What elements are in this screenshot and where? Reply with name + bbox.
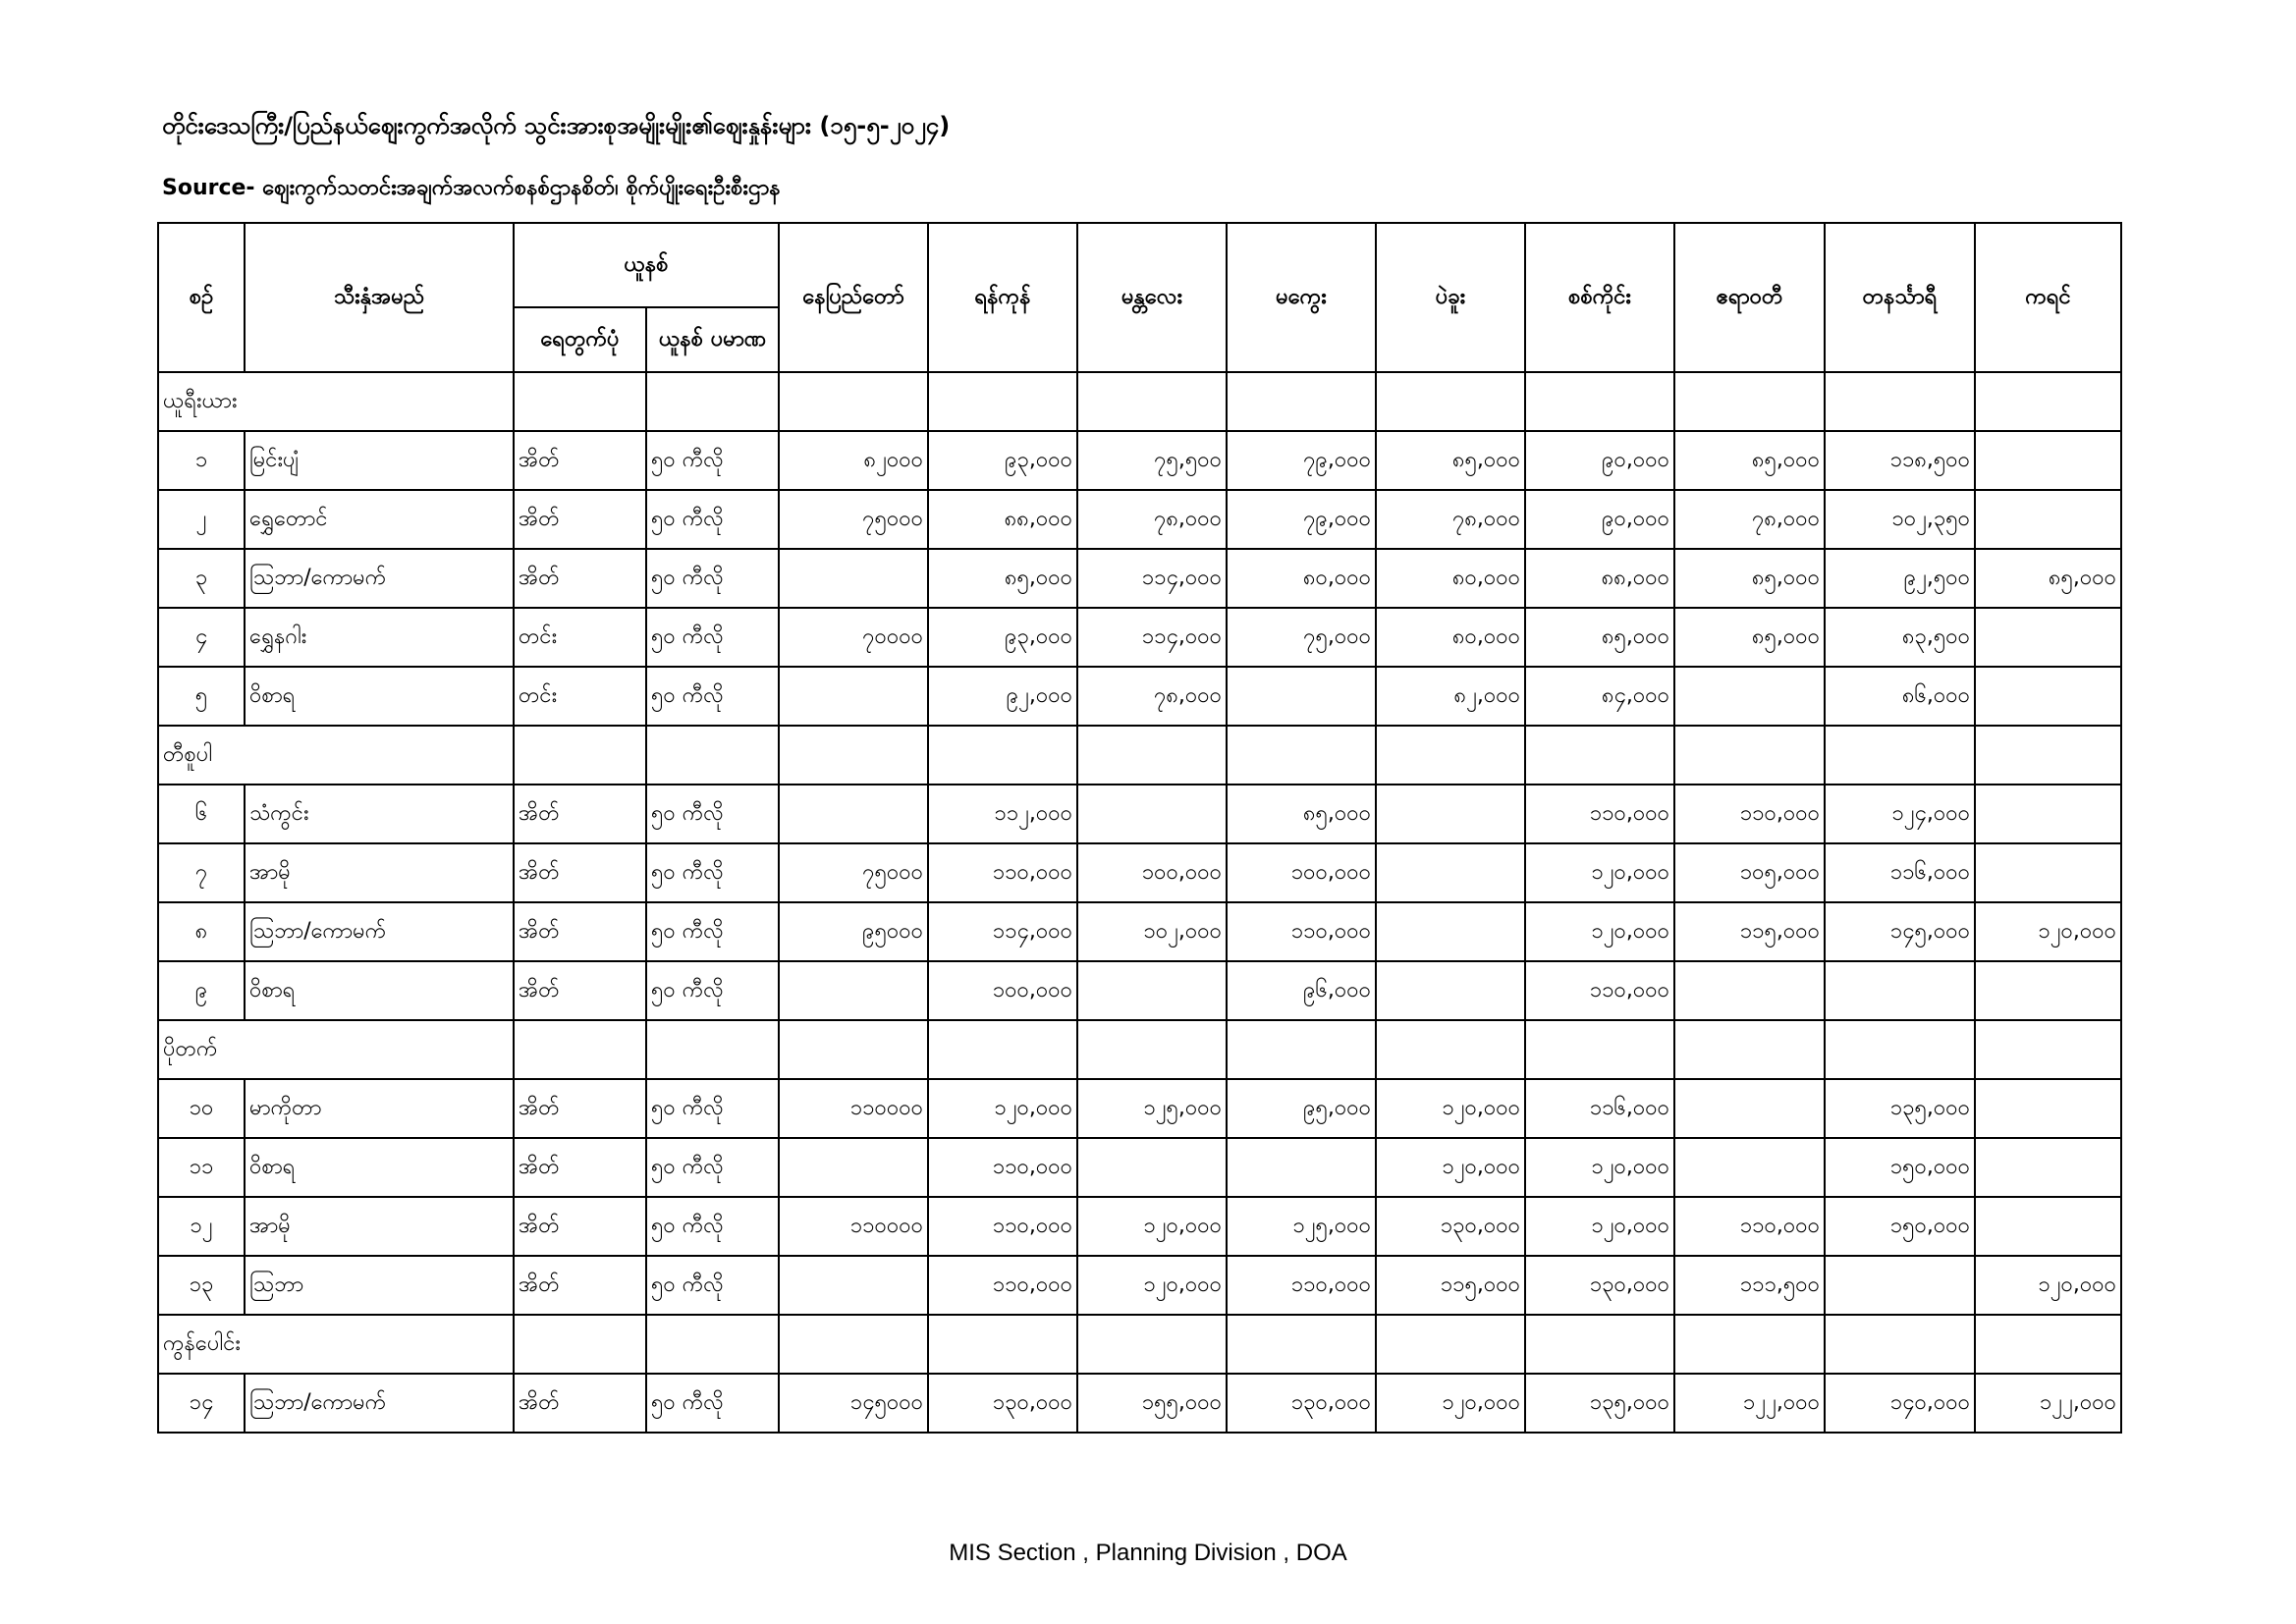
unit-cell: အိတ် bbox=[514, 1138, 646, 1197]
price-cell bbox=[1975, 785, 2121, 843]
price-cell: ၈၄,၀၀၀ bbox=[1525, 667, 1674, 726]
price-cell bbox=[1674, 1079, 1825, 1138]
section-row bbox=[158, 1315, 2121, 1374]
row-number: ၁၀ bbox=[158, 1079, 245, 1138]
item-name: ဝိစာရ bbox=[245, 961, 514, 1020]
unit-cell: အိတ် bbox=[514, 490, 646, 549]
price-cell: ၁၂၅,၀၀၀ bbox=[1227, 1197, 1376, 1256]
price-cell bbox=[1674, 961, 1825, 1020]
source-line: Source- ဈေးကွက်သတင်းအချက်အလက်စနစ်ဌာနစိတ်၊ စိုက်ပျိုးရေးဦးစီးဌာန bbox=[162, 176, 781, 200]
empty-cell bbox=[1674, 372, 1825, 431]
price-cell: ၈၃,၅၀၀ bbox=[1825, 608, 1975, 667]
price-cell bbox=[1975, 490, 2121, 549]
header-unit: ရေတွက်ပုံ bbox=[514, 307, 646, 372]
empty-cell bbox=[1376, 1315, 1525, 1374]
price-cell: ၁၁၅,၀၀၀ bbox=[1376, 1256, 1525, 1315]
price-cell bbox=[1975, 1197, 2121, 1256]
price-cell: ၈၀,၀၀၀ bbox=[1376, 608, 1525, 667]
empty-cell bbox=[1825, 1315, 1975, 1374]
price-cell: ၁၁၈,၅၀၀ bbox=[1825, 431, 1975, 490]
price-cell: ၁၀၅,၀၀၀ bbox=[1674, 843, 1825, 902]
item-name: အာမို bbox=[245, 1197, 514, 1256]
price-cell bbox=[1077, 785, 1227, 843]
price-cell: ၁၂၀,၀၀၀ bbox=[928, 1079, 1077, 1138]
section-row bbox=[158, 372, 2121, 431]
price-cell bbox=[1227, 1138, 1376, 1197]
item-name: မာကိုတာ bbox=[245, 1079, 514, 1138]
item-name: ဩဘာ/ကောမက် bbox=[245, 549, 514, 608]
price-cell bbox=[1975, 961, 2121, 1020]
empty-cell bbox=[1674, 1020, 1825, 1079]
price-cell: ၁၃၀,၀၀၀ bbox=[1525, 1256, 1674, 1315]
header-market: ကရင် bbox=[1975, 223, 2121, 372]
unit-cell: အိတ် bbox=[514, 1079, 646, 1138]
price-cell bbox=[1674, 667, 1825, 726]
section-label: ကွန်ပေါင်း bbox=[158, 1315, 514, 1374]
price-cell bbox=[1975, 667, 2121, 726]
price-cell: ၁၂၀,၀၀၀ bbox=[1525, 843, 1674, 902]
empty-cell bbox=[779, 1315, 928, 1374]
header-name: သီးနှံအမည် bbox=[245, 223, 514, 372]
price-cell: ၁၀၀,၀၀၀ bbox=[1227, 843, 1376, 902]
empty-cell bbox=[1975, 1315, 2121, 1374]
table-row bbox=[158, 902, 2121, 961]
empty-cell bbox=[1077, 372, 1227, 431]
unit-size-cell: ၅၀ ကီလို bbox=[646, 785, 779, 843]
empty-cell bbox=[1227, 1020, 1376, 1079]
price-cell: ၇၀၀၀၀ bbox=[779, 608, 928, 667]
empty-cell bbox=[646, 726, 779, 785]
price-cell: ၁၂၀,၀၀၀ bbox=[1525, 902, 1674, 961]
price-cell: ၁၁၀,၀၀၀ bbox=[1227, 1256, 1376, 1315]
empty-cell bbox=[514, 1315, 646, 1374]
price-cell: ၁၃၀,၀၀၀ bbox=[928, 1374, 1077, 1433]
unit-size-cell: ၅၀ ကီလို bbox=[646, 902, 779, 961]
price-cell bbox=[1975, 843, 2121, 902]
unit-size-cell: ၅၀ ကီလို bbox=[646, 549, 779, 608]
empty-cell bbox=[928, 726, 1077, 785]
table-header bbox=[158, 223, 2121, 372]
empty-cell bbox=[1975, 1020, 2121, 1079]
unit-size-cell: ၅၀ ကီလို bbox=[646, 1079, 779, 1138]
price-cell bbox=[1674, 1138, 1825, 1197]
header-unit-size: ယူနစ် ပမာဏ bbox=[646, 307, 779, 372]
table-row bbox=[158, 1374, 2121, 1433]
price-cell: ၇၅,၅၀၀ bbox=[1077, 431, 1227, 490]
table-row bbox=[158, 1138, 2121, 1197]
price-cell: ၁၂၀,၀၀၀ bbox=[1525, 1138, 1674, 1197]
price-cell bbox=[779, 785, 928, 843]
table-row bbox=[158, 667, 2121, 726]
unit-cell: အိတ် bbox=[514, 431, 646, 490]
page-title: တိုင်းဒေသကြီး/ပြည်နယ်ဈေးကွက်အလိုက် သွင်းအားစုအမျိုးမျိုး၏ဈေးနှုန်းများ (၁၅-၅-၂၀၂၄) bbox=[162, 112, 951, 139]
price-cell: ၇၅၀၀၀ bbox=[779, 490, 928, 549]
price-cell: ၈၅,၀၀၀ bbox=[1975, 549, 2121, 608]
price-cell bbox=[779, 549, 928, 608]
price-cell: ၁၁၀,၀၀၀ bbox=[1227, 902, 1376, 961]
empty-cell bbox=[928, 1020, 1077, 1079]
footer: MIS Section , Planning Division , DOA bbox=[949, 1540, 1347, 1566]
price-cell bbox=[1077, 961, 1227, 1020]
header-market: မန္တလေး bbox=[1077, 223, 1227, 372]
empty-cell bbox=[779, 372, 928, 431]
price-cell: ၁၁၀,၀၀၀ bbox=[928, 1256, 1077, 1315]
header-market: ပဲခူး bbox=[1376, 223, 1525, 372]
empty-cell bbox=[779, 1020, 928, 1079]
row-number: ၁ bbox=[158, 431, 245, 490]
price-cell: ၈၀,၀၀၀ bbox=[1227, 549, 1376, 608]
table-body bbox=[158, 372, 2121, 1433]
empty-cell bbox=[1227, 726, 1376, 785]
price-cell: ၉၀,၀၀၀ bbox=[1525, 431, 1674, 490]
table-row bbox=[158, 1256, 2121, 1315]
price-cell: ၁၁၆,၀၀၀ bbox=[1825, 843, 1975, 902]
empty-cell bbox=[928, 1315, 1077, 1374]
header-market: စစ်ကိုင်း bbox=[1525, 223, 1674, 372]
item-name: ရွှေနဂါး bbox=[245, 608, 514, 667]
header-market: တနင်္သာရီ bbox=[1825, 223, 1975, 372]
unit-size-cell: ၅၀ ကီလို bbox=[646, 1197, 779, 1256]
price-cell: ၁၅၀,၀၀၀ bbox=[1825, 1138, 1975, 1197]
item-name: ဝိစာရ bbox=[245, 667, 514, 726]
price-cell bbox=[779, 961, 928, 1020]
price-cell bbox=[779, 1256, 928, 1315]
price-cell: ၁၁၀,၀၀၀ bbox=[1674, 785, 1825, 843]
unit-cell: တင်း bbox=[514, 608, 646, 667]
price-cell: ၈၆,၀၀၀ bbox=[1825, 667, 1975, 726]
table-row bbox=[158, 785, 2121, 843]
table-row bbox=[158, 961, 2121, 1020]
table-row bbox=[158, 431, 2121, 490]
header-no: စဉ် bbox=[158, 223, 245, 372]
price-cell bbox=[1825, 961, 1975, 1020]
price-cell: ၁၁၄,၀၀၀ bbox=[928, 902, 1077, 961]
item-name: မြင်းပျံ bbox=[245, 431, 514, 490]
price-cell: ၉၃,၀၀၀ bbox=[928, 608, 1077, 667]
price-cell: ၁၁၀,၀၀၀ bbox=[928, 1197, 1077, 1256]
price-cell: ၈၅,၀၀၀ bbox=[1525, 608, 1674, 667]
unit-cell: အိတ် bbox=[514, 1374, 646, 1433]
row-number: ၁၄ bbox=[158, 1374, 245, 1433]
empty-cell bbox=[1077, 726, 1227, 785]
empty-cell bbox=[779, 726, 928, 785]
price-cell: ၉၀,၀၀၀ bbox=[1525, 490, 1674, 549]
price-cell bbox=[1975, 1079, 2121, 1138]
price-cell: ၁၂၀,၀၀၀ bbox=[1077, 1197, 1227, 1256]
price-cell: ၁၂၀,၀၀၀ bbox=[1077, 1256, 1227, 1315]
table-row bbox=[158, 1197, 2121, 1256]
price-cell bbox=[1376, 902, 1525, 961]
item-name: သံကွင်း bbox=[245, 785, 514, 843]
header-market: နေပြည်တော် bbox=[779, 223, 928, 372]
empty-cell bbox=[646, 1315, 779, 1374]
price-cell: ၁၀၂,၀၀၀ bbox=[1077, 902, 1227, 961]
price-cell: ၁၄၀,၀၀၀ bbox=[1825, 1374, 1975, 1433]
price-cell: ၁၄၅,၀၀၀ bbox=[1825, 902, 1975, 961]
section-label: ယူရီးယား bbox=[158, 372, 514, 431]
empty-cell bbox=[1376, 372, 1525, 431]
price-cell: ၁၂၀,၀၀၀ bbox=[1376, 1138, 1525, 1197]
row-number: ၂ bbox=[158, 490, 245, 549]
empty-cell bbox=[1227, 1315, 1376, 1374]
price-cell: ၁၀၂,၃၅၀ bbox=[1825, 490, 1975, 549]
price-cell: ၁၂၄,၀၀၀ bbox=[1825, 785, 1975, 843]
price-cell: ၈၅,၀၀၀ bbox=[1376, 431, 1525, 490]
item-name: ဩဘာ/ကောမက် bbox=[245, 902, 514, 961]
price-table bbox=[157, 222, 2122, 1434]
empty-cell bbox=[1674, 1315, 1825, 1374]
unit-size-cell: ၅၀ ကီလို bbox=[646, 608, 779, 667]
price-cell: ၁၂၂,၀၀၀ bbox=[1674, 1374, 1825, 1433]
empty-cell bbox=[1525, 726, 1674, 785]
section-label: တီစူပါ bbox=[158, 726, 514, 785]
empty-cell bbox=[514, 372, 646, 431]
header-market: ဧရာဝတီ bbox=[1674, 223, 1825, 372]
price-cell: ၈၂၀၀၀ bbox=[779, 431, 928, 490]
price-cell: ၉၂,၀၀၀ bbox=[928, 667, 1077, 726]
unit-cell: အိတ် bbox=[514, 1256, 646, 1315]
price-cell: ၈၅,၀၀၀ bbox=[1674, 608, 1825, 667]
row-number: ၅ bbox=[158, 667, 245, 726]
empty-cell bbox=[514, 726, 646, 785]
price-cell bbox=[1376, 961, 1525, 1020]
price-cell: ၁၁၄,၀၀၀ bbox=[1077, 549, 1227, 608]
price-cell: ၁၁၂,၀၀၀ bbox=[928, 785, 1077, 843]
empty-cell bbox=[1525, 372, 1674, 431]
header-unit-group: ယူနစ် bbox=[514, 223, 779, 307]
price-cell: ၁၁၀,၀၀၀ bbox=[1525, 785, 1674, 843]
price-cell bbox=[1376, 843, 1525, 902]
table-row bbox=[158, 549, 2121, 608]
price-cell: ၈၈,၀၀၀ bbox=[928, 490, 1077, 549]
row-number: ၇ bbox=[158, 843, 245, 902]
unit-size-cell: ၅၀ ကီလို bbox=[646, 431, 779, 490]
price-cell: ၁၁၀,၀၀၀ bbox=[928, 843, 1077, 902]
price-cell bbox=[1975, 431, 2121, 490]
row-number: ၃ bbox=[158, 549, 245, 608]
unit-cell: တင်း bbox=[514, 667, 646, 726]
unit-size-cell: ၅၀ ကီလို bbox=[646, 1374, 779, 1433]
row-number: ၁၁ bbox=[158, 1138, 245, 1197]
empty-cell bbox=[1376, 1020, 1525, 1079]
item-name: ဩဘာ/ကောမက် bbox=[245, 1374, 514, 1433]
empty-cell bbox=[514, 1020, 646, 1079]
empty-cell bbox=[1077, 1020, 1227, 1079]
price-cell: ၁၃၀,၀၀၀ bbox=[1227, 1374, 1376, 1433]
price-cell: ၇၅၀၀၀ bbox=[779, 843, 928, 902]
price-cell: ၁၁၀,၀၀၀ bbox=[1674, 1197, 1825, 1256]
price-cell: ၇၈,၀၀၀ bbox=[1077, 667, 1227, 726]
table-row bbox=[158, 1079, 2121, 1138]
table-row bbox=[158, 490, 2121, 549]
price-cell bbox=[1975, 1138, 2121, 1197]
price-cell: ၁၁၀,၀၀၀ bbox=[928, 1138, 1077, 1197]
price-cell: ၁၅၀,၀၀၀ bbox=[1825, 1197, 1975, 1256]
price-cell: ၉၃,၀၀၀ bbox=[928, 431, 1077, 490]
price-cell: ၁၁၄,၀၀၀ bbox=[1077, 608, 1227, 667]
unit-size-cell: ၅၀ ကီလို bbox=[646, 667, 779, 726]
price-cell: ၈၅,၀၀၀ bbox=[1674, 549, 1825, 608]
price-cell: ၁၁၁,၅၀၀ bbox=[1674, 1256, 1825, 1315]
price-cell bbox=[1227, 667, 1376, 726]
unit-cell: အိတ် bbox=[514, 902, 646, 961]
row-number: ၉ bbox=[158, 961, 245, 1020]
unit-cell: အိတ် bbox=[514, 961, 646, 1020]
price-cell: ၁၃၅,၀၀၀ bbox=[1825, 1079, 1975, 1138]
price-cell: ၉၅,၀၀၀ bbox=[1227, 1079, 1376, 1138]
price-cell: ၁၁၆,၀၀၀ bbox=[1525, 1079, 1674, 1138]
price-cell: ၈၈,၀၀၀ bbox=[1525, 549, 1674, 608]
price-cell: ၇၈,၀၀၀ bbox=[1674, 490, 1825, 549]
price-cell bbox=[1825, 1256, 1975, 1315]
price-cell: ၉၆,၀၀၀ bbox=[1227, 961, 1376, 1020]
empty-cell bbox=[1077, 1315, 1227, 1374]
price-cell: ၈၂,၀၀၀ bbox=[1376, 667, 1525, 726]
empty-cell bbox=[1825, 726, 1975, 785]
row-number: ၁၂ bbox=[158, 1197, 245, 1256]
price-cell: ၁၂၀,၀၀၀ bbox=[1975, 1256, 2121, 1315]
empty-cell bbox=[1525, 1020, 1674, 1079]
price-cell: ၁၄၅၀၀၀ bbox=[779, 1374, 928, 1433]
price-cell: ၁၀၀,၀၀၀ bbox=[928, 961, 1077, 1020]
price-cell: ၁၃၅,၀၀၀ bbox=[1525, 1374, 1674, 1433]
row-number: ၈ bbox=[158, 902, 245, 961]
price-cell: ၁၅၅,၀၀၀ bbox=[1077, 1374, 1227, 1433]
price-cell: ၁၃၀,၀၀၀ bbox=[1376, 1197, 1525, 1256]
section-label: ပိုတက် bbox=[158, 1020, 514, 1079]
section-row bbox=[158, 1020, 2121, 1079]
price-cell: ၁၁၀၀၀၀ bbox=[779, 1079, 928, 1138]
price-cell: ၈၀,၀၀၀ bbox=[1376, 549, 1525, 608]
price-cell: ၈၅,၀၀၀ bbox=[1674, 431, 1825, 490]
price-cell: ၈၅,၀၀၀ bbox=[928, 549, 1077, 608]
table-row bbox=[158, 843, 2121, 902]
price-cell: ၁၂၀,၀၀၀ bbox=[1525, 1197, 1674, 1256]
price-cell: ၉၂,၅၀၀ bbox=[1825, 549, 1975, 608]
price-cell: ၁၂၀,၀၀၀ bbox=[1975, 902, 2121, 961]
section-row bbox=[158, 726, 2121, 785]
price-cell: ၁၁၀၀၀၀ bbox=[779, 1197, 928, 1256]
empty-cell bbox=[1674, 726, 1825, 785]
empty-cell bbox=[1227, 372, 1376, 431]
empty-cell bbox=[1525, 1315, 1674, 1374]
price-cell: ၁၂၂,၀၀၀ bbox=[1975, 1374, 2121, 1433]
row-number: ၆ bbox=[158, 785, 245, 843]
unit-cell: အိတ် bbox=[514, 1197, 646, 1256]
unit-size-cell: ၅၀ ကီလို bbox=[646, 961, 779, 1020]
price-cell bbox=[779, 1138, 928, 1197]
row-number: ၄ bbox=[158, 608, 245, 667]
header-market: ရန်ကုန် bbox=[928, 223, 1077, 372]
price-cell: ၁၁၀,၀၀၀ bbox=[1525, 961, 1674, 1020]
price-cell bbox=[779, 667, 928, 726]
empty-cell bbox=[646, 372, 779, 431]
price-cell: ၇၉,၀၀၀ bbox=[1227, 431, 1376, 490]
item-name: ရွှေတောင် bbox=[245, 490, 514, 549]
price-cell: ၇၉,၀၀၀ bbox=[1227, 490, 1376, 549]
price-cell: ၉၅၀၀၀ bbox=[779, 902, 928, 961]
unit-cell: အိတ် bbox=[514, 549, 646, 608]
price-cell bbox=[1077, 1138, 1227, 1197]
empty-cell bbox=[1825, 372, 1975, 431]
price-cell: ၈၅,၀၀၀ bbox=[1227, 785, 1376, 843]
row-number: ၁၃ bbox=[158, 1256, 245, 1315]
empty-cell bbox=[1975, 726, 2121, 785]
price-cell: ၁၂၅,၀၀၀ bbox=[1077, 1079, 1227, 1138]
price-cell: ၁၂၀,၀၀၀ bbox=[1376, 1374, 1525, 1433]
unit-size-cell: ၅၀ ကီလို bbox=[646, 1138, 779, 1197]
unit-size-cell: ၅၀ ကီလို bbox=[646, 1256, 779, 1315]
item-name: အာမို bbox=[245, 843, 514, 902]
item-name: ဝိစာရ bbox=[245, 1138, 514, 1197]
price-cell: ၁၀၀,၀၀၀ bbox=[1077, 843, 1227, 902]
table-row bbox=[158, 608, 2121, 667]
empty-cell bbox=[646, 1020, 779, 1079]
empty-cell bbox=[928, 372, 1077, 431]
empty-cell bbox=[1376, 726, 1525, 785]
unit-size-cell: ၅၀ ကီလို bbox=[646, 490, 779, 549]
unit-cell: အိတ် bbox=[514, 843, 646, 902]
price-cell: ၇၅,၀၀၀ bbox=[1227, 608, 1376, 667]
price-cell bbox=[1975, 608, 2121, 667]
price-cell bbox=[1376, 785, 1525, 843]
item-name: ဩဘာ bbox=[245, 1256, 514, 1315]
unit-size-cell: ၅၀ ကီလို bbox=[646, 843, 779, 902]
empty-cell bbox=[1975, 372, 2121, 431]
unit-cell: အိတ် bbox=[514, 785, 646, 843]
price-cell: ၁၂၀,၀၀၀ bbox=[1376, 1079, 1525, 1138]
price-cell: ၇၈,၀၀၀ bbox=[1376, 490, 1525, 549]
price-cell: ၁၁၅,၀၀၀ bbox=[1674, 902, 1825, 961]
empty-cell bbox=[1825, 1020, 1975, 1079]
price-cell: ၇၈,၀၀၀ bbox=[1077, 490, 1227, 549]
header-market: မကွေး bbox=[1227, 223, 1376, 372]
